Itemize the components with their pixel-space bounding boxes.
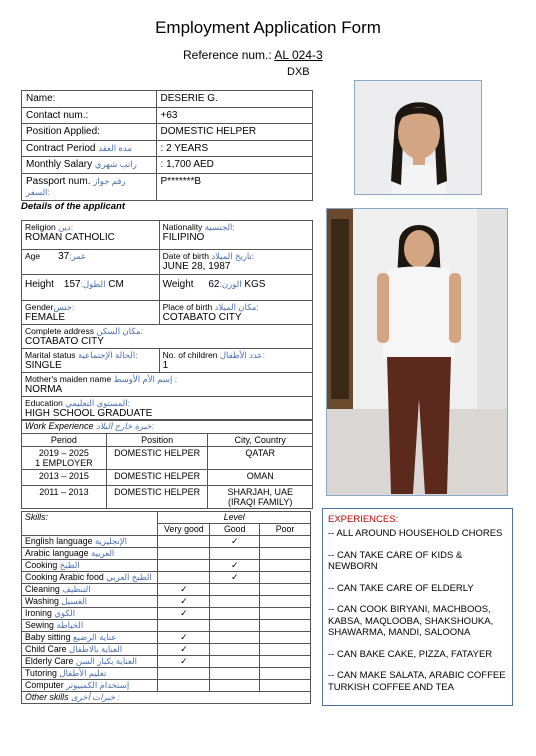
other-skills-row: Other skills خبرات أخرى : [22, 692, 311, 704]
work-period: 2013 – 2015 [22, 470, 107, 486]
marital-cell: Marital status الحالة الإجتماعية: SINGLE [22, 349, 160, 373]
skill-name: Cleaning التنظيف [22, 584, 158, 596]
skill-row [22, 536, 311, 548]
reference-location: DXB [287, 66, 310, 78]
experience-item: -- CAN MAKE SALATA, ARABIC COFFEE TURKISH COFFEE AND TEA [328, 670, 506, 693]
applicant-full-body-photo [326, 208, 508, 496]
skill-level-cell [260, 572, 311, 584]
checkmark-icon: ✓ [231, 536, 239, 546]
skill-row [22, 608, 311, 620]
headshot-illustration [355, 81, 482, 195]
checkmark-icon: ✓ [180, 656, 188, 666]
work-column-header: Position [106, 434, 208, 447]
skill-level-cell [210, 596, 260, 608]
checkmark-icon: ✓ [180, 584, 188, 594]
checkmark-icon: ✓ [180, 596, 188, 606]
work-period: 2011 – 2013 [22, 486, 107, 509]
experience-item: -- CAN TAKE CARE OF KIDS & NEWBORN [328, 549, 463, 572]
info-label: Contact num.: [22, 107, 157, 124]
pob-cell: Place of birth مكان الميلاد: COTABATO CITY [159, 301, 312, 325]
skill-level-cell [260, 680, 311, 692]
reference-value: AL 024-3 [274, 48, 323, 62]
info-value: P*******B [156, 173, 312, 200]
checkmark-icon: ✓ [180, 644, 188, 654]
skill-row [22, 632, 311, 644]
work-place: SHARJAH, UAE (IRAQI FAMILY) [208, 486, 313, 509]
info-value: DOMESTIC HELPER [156, 124, 312, 141]
skill-name: Tutoring تعليم الأطفال [22, 668, 158, 680]
experiences-box [322, 508, 513, 706]
skill-name: Child Care العناية بالاطفال [22, 644, 158, 656]
work-row [22, 447, 313, 470]
address-cell: Complete address مكان السكن: COTABATO CITY [22, 325, 313, 349]
skill-level-cell [158, 548, 210, 560]
children-cell: No. of children عدد الأطفال: 1 [159, 349, 312, 373]
experience-item: -- CAN TAKE CARE OF ELDERLY [328, 582, 474, 594]
skill-name: Cooking Arabic food الطبخ العربي [22, 572, 158, 584]
skill-level-cell [210, 680, 260, 692]
skill-level-cell [158, 620, 210, 632]
info-value: : 2 YEARS [156, 140, 312, 157]
skill-row [22, 656, 311, 668]
work-period: 2019 – 2025 1 EMPLOYER [22, 447, 107, 470]
experience-item: -- ALL AROUND HOUSEHOLD CHORES [328, 528, 503, 539]
skill-row [22, 680, 311, 692]
skill-level-cell [210, 536, 260, 548]
skill-level-cell [260, 644, 311, 656]
age-cell: Age عمر:37 [22, 250, 160, 275]
work-position: DOMESTIC HELPER [106, 470, 208, 486]
skill-level-cell [260, 608, 311, 620]
skill-name: Computer إستخدام الكمبيوتر [22, 680, 158, 692]
skill-level-cell [260, 536, 311, 548]
info-label: Monthly Salary راتب شهري [22, 157, 157, 174]
info-label: Contract Period مدة العقد [22, 140, 157, 157]
experience-item: -- CAN BAKE CAKE, PIZZA, FATAYER [328, 648, 493, 660]
skill-level-cell [158, 584, 210, 596]
skill-level-cell [260, 656, 311, 668]
experience-item: -- CAN COOK BIRYANI, MACHBOOS, KABSA, MAQLOOBA, SHAKSHOUKA, SHAWARMA, MANDI, SALOONA [328, 604, 494, 638]
skill-name: Ironing الكوي [22, 608, 158, 620]
info-label: Passport num. رقم جواز السفر: [22, 173, 157, 200]
page-title: Employment Application Form [155, 18, 381, 37]
applicant-headshot-photo [354, 80, 482, 195]
gender-cell: Genderجنس: FEMALE [22, 301, 160, 325]
skill-level-cell [260, 620, 311, 632]
skill-level-cell [260, 560, 311, 572]
skill-name: Elderly Care العناية بكبار السن [22, 656, 158, 668]
checkmark-icon: ✓ [180, 632, 188, 642]
info-row [22, 91, 313, 108]
skill-level-cell [158, 680, 210, 692]
skill-row [22, 620, 311, 632]
skill-level-cell [158, 632, 210, 644]
skill-level-cell [158, 644, 210, 656]
skill-name: Cooking الطبخ [22, 560, 158, 572]
skill-level-cell [260, 632, 311, 644]
info-value: +63 [156, 107, 312, 124]
mother-cell: Mother's maiden name إسم الأم الأوسط : NORMA [22, 373, 313, 397]
checkmark-icon: ✓ [231, 572, 239, 582]
skill-level-cell [210, 548, 260, 560]
level-header: Level [158, 512, 311, 524]
education-cell: Education المستوى التعليمي: HIGH SCHOOL GRADUATE [22, 397, 313, 421]
info-value: DESERIE G. [156, 91, 312, 108]
work-position: DOMESTIC HELPER [106, 447, 208, 470]
work-row [22, 470, 313, 486]
skill-name: Arabic language العربية [22, 548, 158, 560]
work-position: DOMESTIC HELPER [106, 486, 208, 509]
skill-name: English language الإنجليزية [22, 536, 158, 548]
level-column-poor: Poor [260, 524, 311, 536]
skill-level-cell [260, 584, 311, 596]
dob-cell: Date of birth تاريخ الميلاد: JUNE 28, 1987 [159, 250, 312, 275]
skill-level-cell [158, 668, 210, 680]
skill-row [22, 548, 311, 560]
skill-row [22, 572, 311, 584]
info-label: Position Applied: [22, 124, 157, 141]
skill-level-cell [158, 596, 210, 608]
skill-name: Baby sitting عناية الرضيع [22, 632, 158, 644]
skills-header: Skills: [22, 512, 158, 536]
info-row [22, 157, 313, 174]
skill-level-cell [210, 656, 260, 668]
info-row [22, 140, 313, 157]
religion-cell: Religion دين: ROMAN CATHOLIC [22, 221, 160, 250]
skill-row [22, 560, 311, 572]
skills-table [21, 511, 311, 704]
skill-name: Washing الغسيل [22, 596, 158, 608]
full-body-illustration [327, 209, 508, 496]
personal-info-table [21, 90, 313, 201]
skill-level-cell [210, 584, 260, 596]
level-column-good: Good [210, 524, 260, 536]
skill-row [22, 596, 311, 608]
skill-row [22, 584, 311, 596]
skill-level-cell [158, 608, 210, 620]
skill-level-cell [210, 560, 260, 572]
info-value: : 1,700 AED [156, 157, 312, 174]
work-experience-table [21, 419, 313, 509]
reference-label: Reference num.: [183, 48, 272, 62]
details-heading: Details of the applicant [21, 201, 125, 212]
level-column-very-good: Very good [158, 524, 210, 536]
skill-row [22, 644, 311, 656]
skill-level-cell [210, 632, 260, 644]
info-row [22, 124, 313, 141]
skill-level-cell [260, 668, 311, 680]
info-label: Name: [22, 91, 157, 108]
skill-level-cell [260, 596, 311, 608]
work-column-header: City, Country [208, 434, 313, 447]
work-place: QATAR [208, 447, 313, 470]
weight-cell: Weight الوزن:62 KGS [159, 275, 312, 301]
skill-name: Sewing الخياطة [22, 620, 158, 632]
experiences-title: EXPERIENCES: [328, 514, 399, 525]
skill-level-cell [210, 620, 260, 632]
applicant-details-table [21, 220, 313, 421]
work-place: OMAN [208, 470, 313, 486]
reference-number [183, 48, 323, 62]
info-row [22, 107, 313, 124]
skill-level-cell [158, 572, 210, 584]
work-row [22, 486, 313, 509]
work-column-header: Period [22, 434, 107, 447]
checkmark-icon: ✓ [231, 560, 239, 570]
checkmark-icon: ✓ [180, 608, 188, 618]
work-experience-title: Work Experience خبرة خارج البلاد: [22, 420, 313, 434]
skill-level-cell [210, 572, 260, 584]
height-cell: Height الطول:157 CM [22, 275, 160, 301]
skill-level-cell [158, 536, 210, 548]
skill-level-cell [260, 548, 311, 560]
skill-level-cell [158, 656, 210, 668]
skill-row [22, 668, 311, 680]
skill-level-cell [158, 560, 210, 572]
skill-level-cell [210, 644, 260, 656]
skill-level-cell [210, 608, 260, 620]
info-row [22, 173, 313, 200]
nationality-cell: Nationality الجنسية: FILIPINO [159, 221, 312, 250]
skill-level-cell [210, 668, 260, 680]
